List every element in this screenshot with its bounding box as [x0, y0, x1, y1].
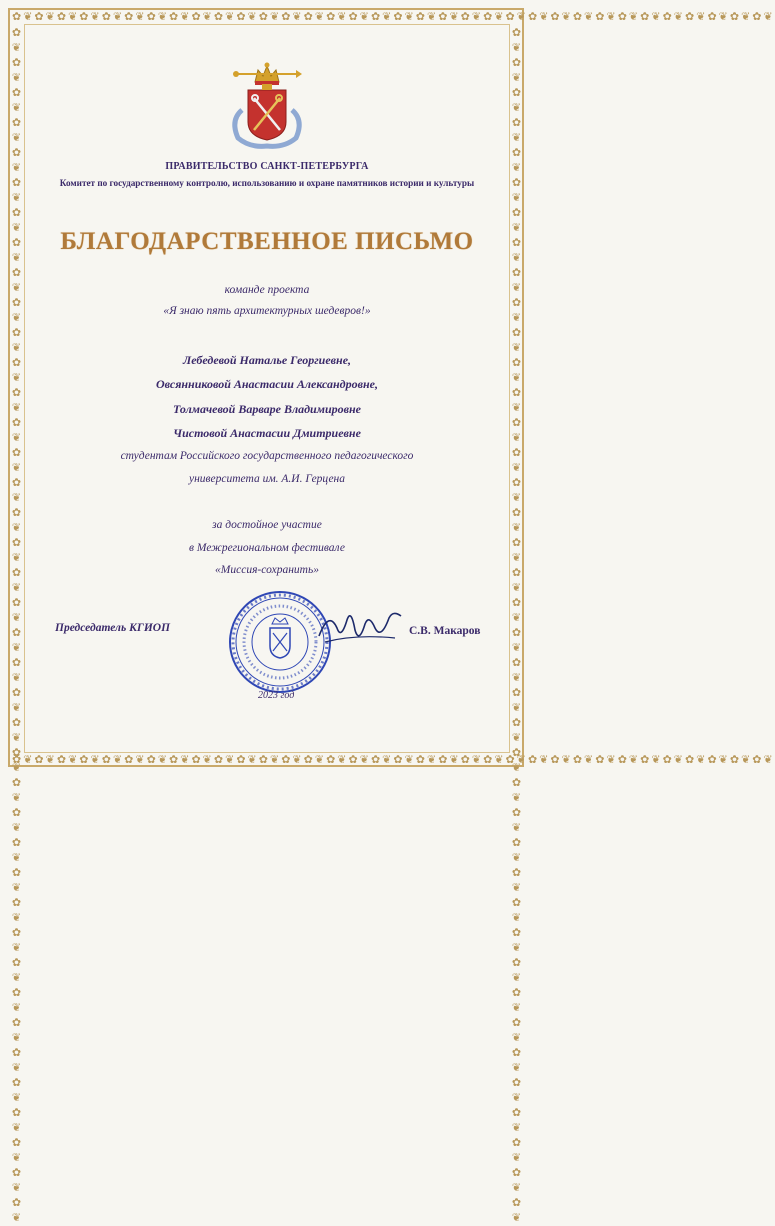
government-title: ПРАВИТЕЛЬСТВО САНКТ-ПЕТЕРБУРГА [165, 161, 369, 172]
ornament-bottom: ✿❦✿❦✿❦✿❦✿❦✿❦✿❦✿❦✿❦✿❦✿❦✿❦✿❦✿❦✿❦✿❦✿❦✿❦✿❦✿❦✿❦✿❦✿❦✿❦✿❦✿❦✿❦✿❦✿❦✿❦✿❦✿❦✿❦✿❦ [12, 753, 775, 766]
reason-line: «Миссия-сохранить» [215, 564, 319, 576]
committee-name: Комитет по государственному контролю, использованию и охране памятников истории и культуры [59, 178, 475, 188]
issue-year: 2023 год [258, 690, 295, 701]
ornament-top: ✿❦✿❦✿❦✿❦✿❦✿❦✿❦✿❦✿❦✿❦✿❦✿❦✿❦✿❦✿❦✿❦✿❦✿❦✿❦✿❦✿❦✿❦✿❦✿❦✿❦✿❦✿❦✿❦✿❦✿❦✿❦✿❦✿❦✿❦ [12, 10, 775, 23]
recipient-name: Овсянниковой Анастасии Александровне, [156, 377, 378, 391]
recipient-name: Толмачевой Варваре Владимировне [173, 402, 361, 416]
signatory-position: Председатель КГИОП [55, 622, 171, 634]
affiliation-line: студентам Российского государственного педагогического [120, 450, 414, 462]
project-name: «Я знаю пять архитектурных шедевров!» [163, 305, 371, 317]
recipient-name: Лебедевой Наталье Георгиевне, [182, 353, 352, 367]
letter-title: БЛАГОДАРСТВЕННОЕ ПИСЬМО [60, 228, 474, 255]
signatory-name: С.В. Макаров [409, 625, 481, 637]
handwritten-signature [315, 606, 405, 650]
affiliation-line: университета им. А.И. Герцена [188, 473, 346, 485]
reason-line: за достойное участие [212, 519, 322, 531]
recipient-name: Чистовой Анастасии Дмитриевне [173, 426, 361, 440]
recipient-intro: команде проекта [224, 284, 310, 296]
coat-of-arms-emblem [228, 60, 306, 150]
reason-line: в Межрегиональном фестивале [189, 542, 345, 554]
ornament-left: ✿❦✿❦✿❦✿❦✿❦✿❦✿❦✿❦✿❦✿❦✿❦✿❦✿❦✿❦✿❦✿❦✿❦✿❦✿❦✿❦✿❦✿❦✿❦✿❦✿❦✿❦✿❦✿❦✿❦✿❦✿❦✿❦✿❦✿❦✿❦✿❦✿❦✿❦✿❦✿❦ [10, 26, 23, 1226]
ornament-right: ✿❦✿❦✿❦✿❦✿❦✿❦✿❦✿❦✿❦✿❦✿❦✿❦✿❦✿❦✿❦✿❦✿❦✿❦✿❦✿❦✿❦✿❦✿❦✿❦✿❦✿❦✿❦✿❦✿❦✿❦✿❦✿❦✿❦✿❦✿❦✿❦✿❦✿❦✿❦✿❦ [510, 26, 523, 1226]
